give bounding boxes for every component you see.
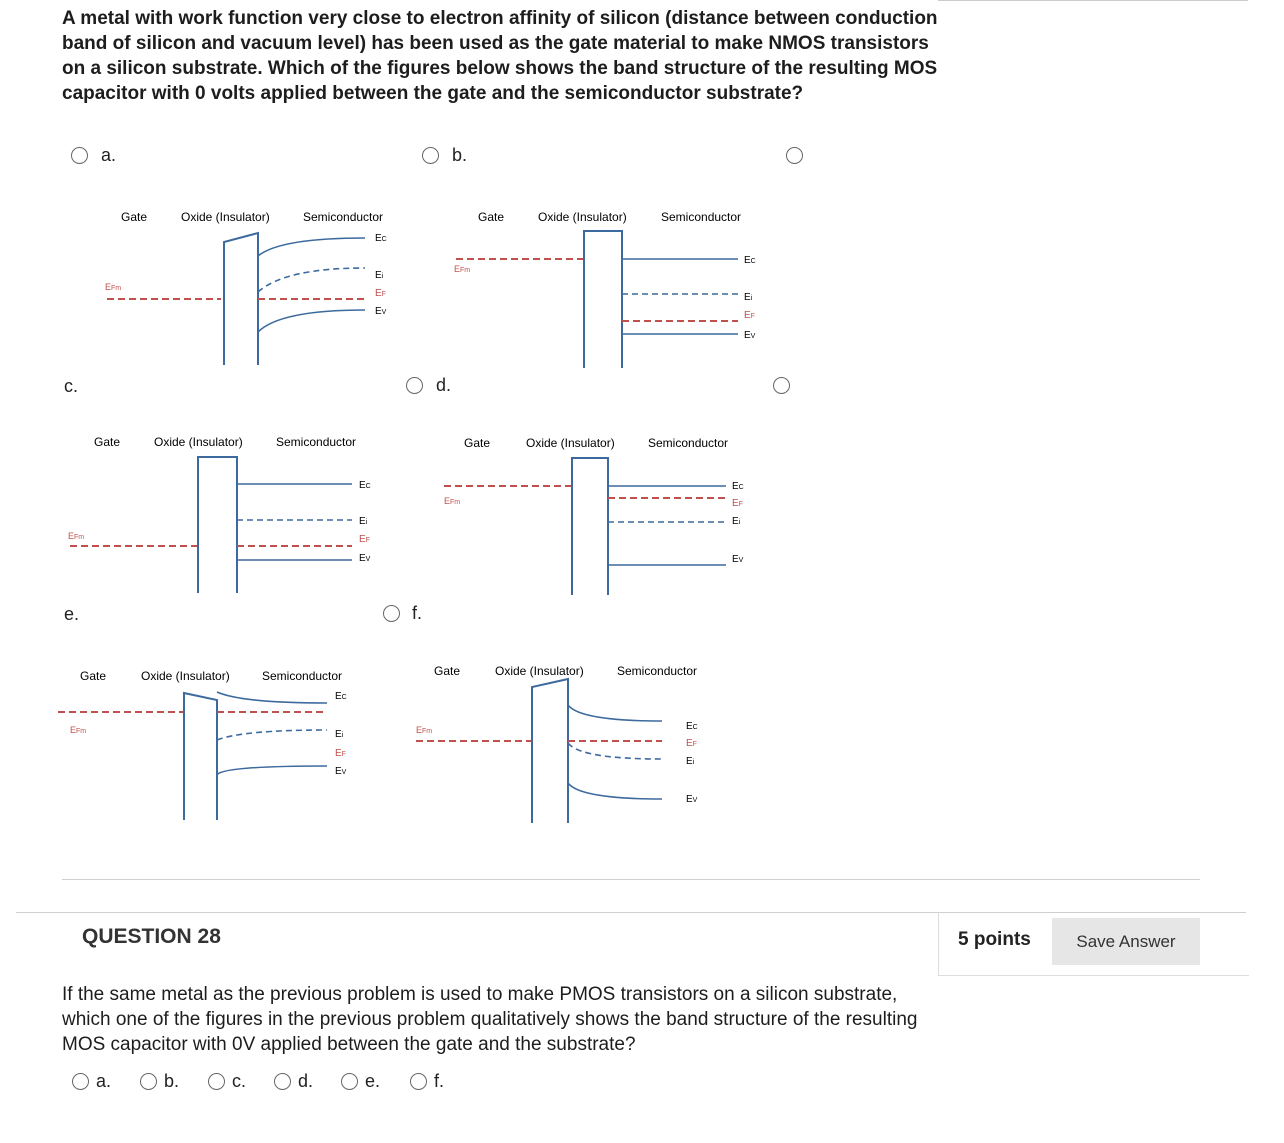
oxide-label: Oxide (Insulator)	[181, 210, 270, 224]
ec-label: EC	[359, 480, 371, 491]
gate-label: Gate	[478, 210, 505, 224]
ec-label: EC	[335, 691, 347, 702]
q27-radio-f[interactable]	[383, 605, 400, 622]
ev-label: EV	[732, 554, 744, 565]
semiconductor-label: Semiconductor	[617, 664, 698, 678]
oxide-barrier	[584, 231, 622, 368]
ec-label: EC	[686, 721, 698, 732]
conduction-band	[568, 705, 662, 721]
gate-label: Gate	[94, 435, 121, 449]
band-diagram-a	[95, 200, 415, 370]
valence-band	[258, 310, 365, 332]
efm-label: EFm	[444, 496, 461, 506]
ei-label: Ei	[744, 292, 753, 303]
gate-label: Gate	[464, 436, 491, 450]
oxide-barrier	[532, 679, 568, 823]
band-diagram-f	[410, 655, 740, 825]
q27-option-e-label: e.	[64, 604, 80, 624]
q28-radio-f[interactable]	[410, 1073, 427, 1090]
ei-label: Ei	[686, 756, 695, 767]
q28-option-e[interactable]	[341, 1070, 380, 1092]
band-diagram-e	[52, 660, 382, 825]
question-divider	[62, 879, 1200, 880]
ef-label: EF	[375, 288, 386, 299]
q28-option-c-label: c.	[232, 1070, 247, 1091]
oxide-label: Oxide (Insulator)	[538, 210, 627, 224]
q28-option-f-label: f.	[434, 1070, 445, 1091]
q28-option-f[interactable]	[410, 1070, 444, 1092]
q28-radio-b[interactable]	[140, 1073, 157, 1090]
ev-label: EV	[335, 766, 347, 777]
q27-option-c-label: c.	[64, 376, 79, 396]
q28-option-b[interactable]	[140, 1070, 179, 1092]
semiconductor-label: Semiconductor	[661, 210, 742, 224]
band-diagram-b	[448, 200, 778, 370]
q28-option-c[interactable]	[208, 1070, 246, 1092]
valence-band	[568, 783, 662, 799]
q28-option-e-label: e.	[365, 1070, 381, 1091]
q28-option-a[interactable]	[72, 1070, 111, 1092]
q28-option-b-label: b.	[164, 1070, 180, 1091]
ef-label: EF	[359, 534, 370, 545]
efm-label: EFm	[105, 282, 122, 292]
valence-band	[217, 766, 327, 775]
q27-option-a-label: a.	[101, 145, 117, 165]
q28-radio-a[interactable]	[72, 1073, 89, 1090]
semiconductor-label: Semiconductor	[262, 669, 343, 683]
efm-label: EFm	[70, 725, 87, 735]
ef-label: EF	[732, 498, 743, 509]
ei-label: Ei	[359, 516, 368, 527]
ei-label: Ei	[335, 729, 344, 740]
intrinsic-level	[258, 268, 365, 292]
ef-label: EF	[335, 748, 346, 759]
question-28-text: If the same metal as the previous problem is used to make PMOS transistors on a silicon substrate, which one of the figures in the previous problem qualitatively shows the band structure of the resulting MOS capacitor with 0V applied between the gate and the substrate?	[62, 984, 918, 1055]
ev-label: EV	[375, 306, 387, 317]
q27-radio-a[interactable]	[71, 147, 88, 164]
band-diagram-d	[436, 425, 766, 600]
ec-label: EC	[732, 481, 744, 492]
q27-radio-c[interactable]	[786, 147, 803, 164]
efm-label: EFm	[68, 531, 85, 541]
q28-option-d-label: d.	[298, 1070, 314, 1091]
ef-label: EF	[686, 738, 697, 749]
intrinsic-level	[217, 730, 327, 740]
q28-option-d[interactable]	[274, 1070, 313, 1092]
question-27-text: A metal with work function very close to electron affinity of silicon (distance between conduction band of silicon and vacuum level) has been used as the gate material to make NMOS transistors on a silicon substrate. Which of the figures below shows the band structure of the resulting MOS capacitor with 0 volts applied between the gate and the semiconductor substrate?	[62, 8, 938, 104]
intrinsic-level	[568, 743, 662, 759]
ec-label: EC	[744, 255, 756, 266]
oxide-label: Oxide (Insulator)	[495, 664, 584, 678]
q27-option-d-label: d.	[436, 375, 452, 395]
oxide-barrier	[572, 458, 608, 595]
gate-label: Gate	[434, 664, 461, 678]
ev-label: EV	[744, 330, 756, 341]
band-diagram-c	[62, 425, 392, 595]
ef-label: EF	[744, 310, 755, 321]
ec-label: EC	[375, 233, 387, 244]
q27-radio-e[interactable]	[773, 377, 790, 394]
q28-radio-d[interactable]	[274, 1073, 291, 1090]
q27-radio-b[interactable]	[422, 147, 439, 164]
save-answer-button[interactable]: Save Answer	[1052, 918, 1200, 965]
q28-radio-e[interactable]	[341, 1073, 358, 1090]
oxide-label: Oxide (Insulator)	[526, 436, 615, 450]
semiconductor-label: Semiconductor	[303, 210, 384, 224]
oxide-label: Oxide (Insulator)	[141, 669, 230, 683]
conduction-band	[258, 238, 365, 256]
q27-radio-d[interactable]	[406, 377, 423, 394]
ei-label: Ei	[375, 270, 384, 281]
q28-option-a-label: a.	[96, 1070, 112, 1091]
oxide-barrier	[224, 233, 258, 365]
oxide-label: Oxide (Insulator)	[154, 435, 243, 449]
top-divider	[938, 0, 1248, 1]
ei-label: Ei	[732, 516, 741, 527]
semiconductor-label: Semiconductor	[276, 435, 357, 449]
q27-option-b-label: b.	[452, 145, 468, 165]
oxide-barrier	[198, 457, 237, 593]
gate-label: Gate	[121, 210, 148, 224]
efm-label: EFm	[416, 725, 433, 735]
q27-option-f-label: f.	[412, 603, 423, 623]
oxide-barrier	[184, 693, 217, 820]
points-label: 5 points	[958, 929, 1031, 950]
question-28-heading: QUESTION 28	[82, 925, 221, 948]
conduction-band	[217, 692, 327, 703]
q28-radio-c[interactable]	[208, 1073, 225, 1090]
gate-label: Gate	[80, 669, 107, 683]
ev-label: EV	[359, 553, 371, 564]
efm-label: EFm	[454, 264, 471, 274]
ev-label: EV	[686, 794, 698, 805]
semiconductor-label: Semiconductor	[648, 436, 729, 450]
